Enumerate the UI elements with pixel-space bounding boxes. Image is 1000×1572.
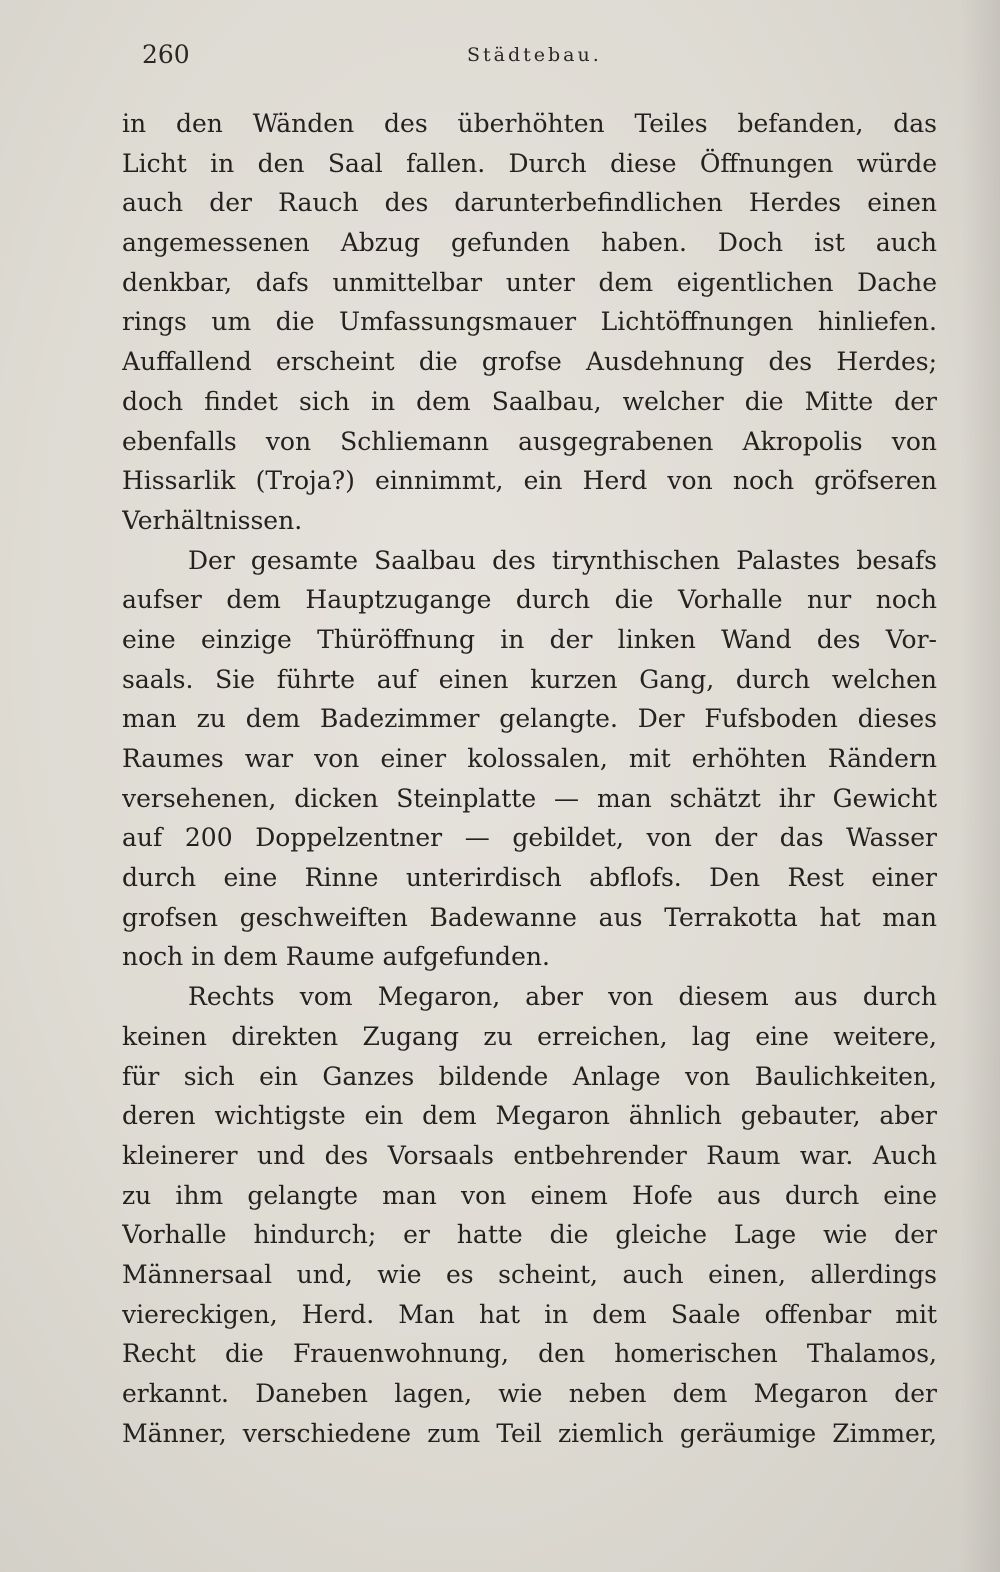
text-line: zu ihm gelangte man von einem Hofe aus durch eine	[122, 1180, 937, 1210]
text-line: saals. Sie führte auf einen kurzen Gang, durch welchen	[122, 664, 937, 694]
text-line: Rechts vom Megaron, aber von diesem aus durch	[188, 982, 937, 1012]
text-line: Raumes war von einer kolossalen, mit erhöhten Rändern	[122, 744, 937, 773]
text-line: kleinerer und des Vorsaals entbehrender Raum war. Auch	[122, 1140, 937, 1170]
text-line: keinen direkten Zugang zu erreichen, lag eine weitere,	[122, 1021, 937, 1051]
text-line: denkbar, dafs unmittelbar unter dem eigentlichen Dache	[122, 267, 937, 297]
text-line: erkannt. Daneben lagen, wie neben dem Megaron der	[122, 1379, 937, 1408]
text-line: man zu dem Badezimmer gelangte. Der Fufsboden dieses	[122, 704, 937, 734]
text-line: deren wichtigste ein dem Megaron ähnlich gebauter, aber	[122, 1101, 937, 1131]
text-line: Recht die Frauenwohnung, den homerischen Thalamos,	[122, 1339, 937, 1369]
text-line: doch findet sich in dem Saalbau, welcher die Mitte der	[122, 386, 937, 416]
text-line: viereckigen, Herd. Man hat in dem Saale offenbar mit	[122, 1299, 937, 1329]
text-line: versehenen, dicken Steinplatte — man schätzt ihr Gewicht	[122, 783, 937, 813]
text-line: Hissarlik (Troja?) einnimmt, ein Herd von noch gröfseren	[122, 466, 937, 496]
text-line: durch eine Rinne unterirdisch abflofs. Den Rest einer	[122, 863, 937, 893]
text-line: für sich ein Ganzes bildende Anlage von Baulichkeiten,	[122, 1061, 937, 1091]
text-line: in den Wänden des überhöhten Teiles befanden, das	[122, 109, 937, 138]
text-line: rings um die Umfassungsmauer Lichtöffnungen hinliefen.	[122, 307, 937, 337]
text-line: Verhältnissen.	[122, 505, 303, 535]
text-line: aufser dem Hauptzugange durch die Vorhalle nur noch	[122, 585, 937, 615]
body-text	[122, 104, 937, 1453]
text-line: auch der Rauch des darunterbefindlichen Herdes einen	[122, 188, 937, 218]
text-line: ebenfalls von Schliemann ausgegrabenen Akropolis von	[122, 426, 937, 456]
text-line: Auffallend erscheint die grofse Ausdehnung des Herdes;	[122, 347, 937, 377]
text-line: noch in dem Raume aufgefunden.	[122, 942, 550, 972]
text-line: Licht in den Saal fallen. Durch diese Öffnungen würde	[122, 148, 937, 178]
text-line: Vorhalle hindurch; er hatte die gleiche Lage wie der	[122, 1220, 937, 1250]
text-line: angemessenen Abzug gefunden haben. Doch ist auch	[122, 228, 937, 258]
page-header	[142, 40, 612, 80]
text-line: auf 200 Doppelzentner — gebildet, von der das Wasser	[122, 823, 937, 853]
page-number: 260	[142, 40, 190, 69]
text-line: grofsen geschweiften Badewanne aus Terrakotta hat man	[122, 902, 937, 932]
running-head: Städtebau.	[467, 44, 602, 66]
text-line: Der gesamte Saalbau des tirynthischen Palastes besafs	[188, 545, 937, 575]
text-line: Männer, verschiedene zum Teil ziemlich geräumige Zimmer,	[122, 1418, 937, 1448]
text-line: eine einzige Thüröffnung in der linken Wand des Vor-	[122, 624, 937, 654]
text-line: Männersaal und, wie es scheint, auch einen, allerdings	[122, 1259, 937, 1289]
